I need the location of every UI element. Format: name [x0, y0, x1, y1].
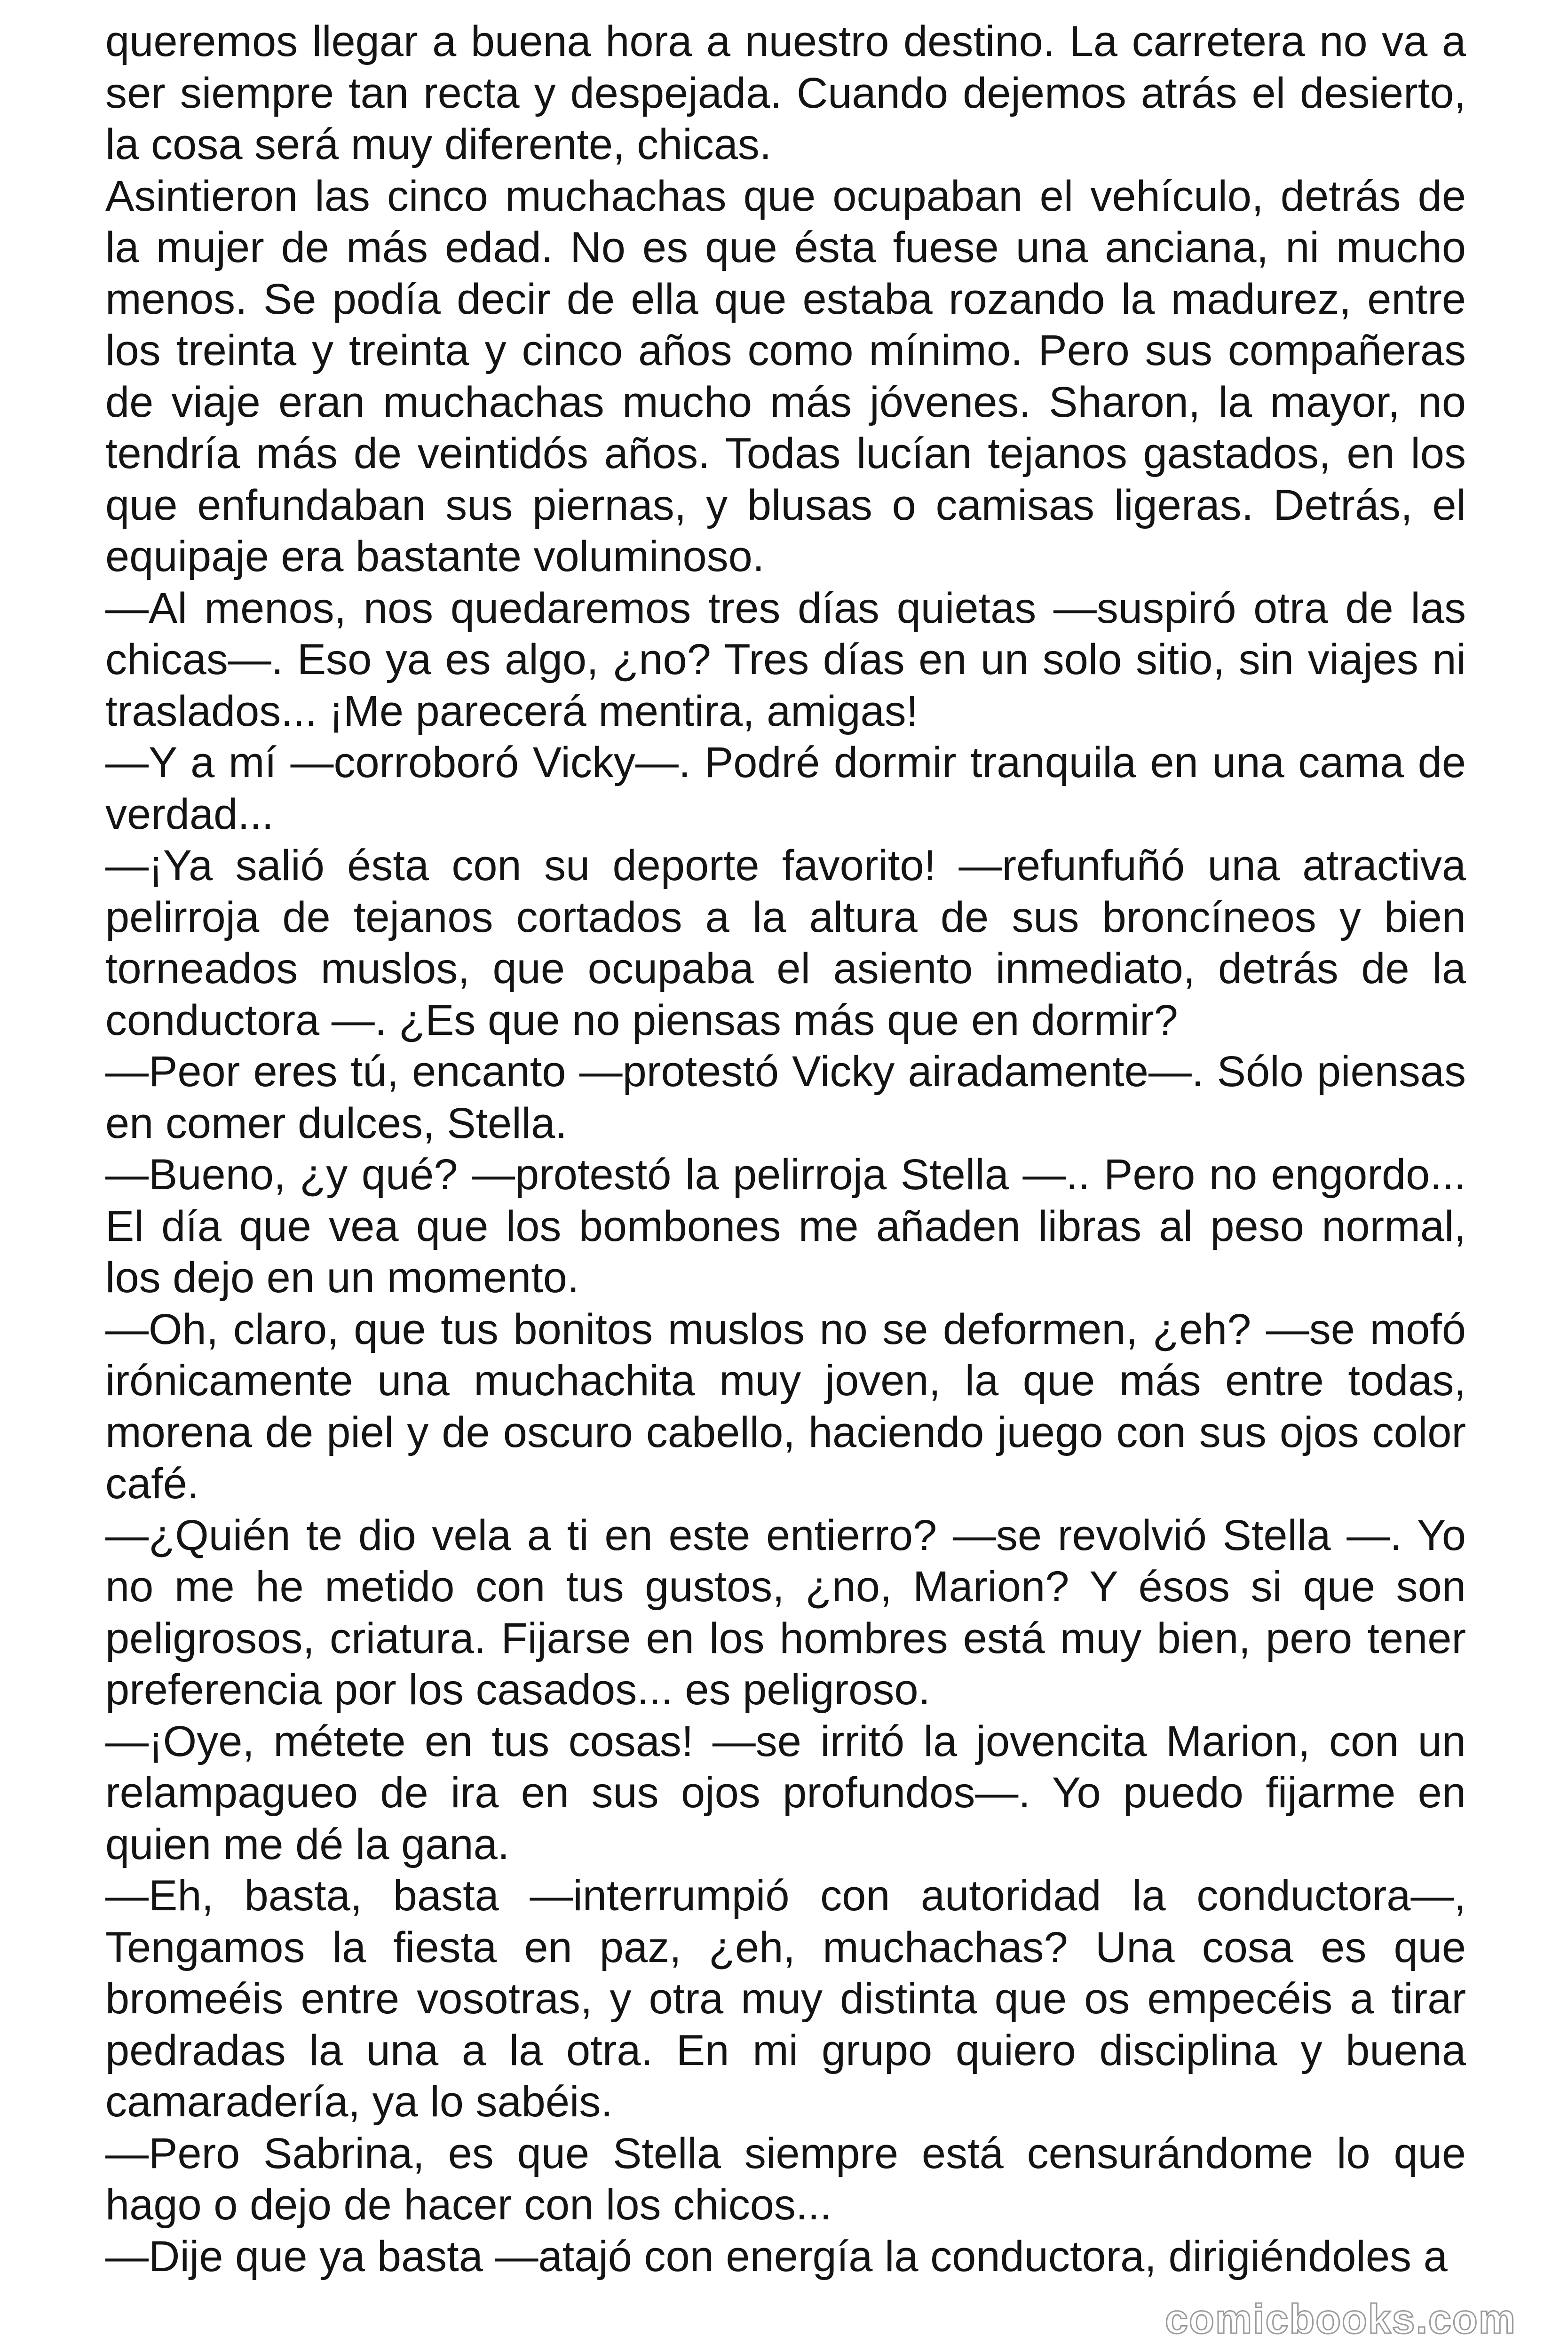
paragraph: —Oh, claro, que tus bonitos muslos no se deformen, ¿eh? —se mofó irónicamente una muchachita muy joven, la que más entre todas, morena de piel y de oscuro cabello, haciendo juego con sus ojos color café. — [105, 1305, 1466, 1508]
book-page-text — [105, 16, 1466, 2282]
watermark-logo: comicbooks.com — [1165, 2296, 1516, 2342]
paragraph: Asintieron las cinco muchachas que ocupaban el vehículo, detrás de la mujer de más edad. No es que ésta fuese una anciana, ni mucho menos. Se podía decir de ella que estaba rozando la madurez, entre los treinta y treinta y cinco años como mínimo. Pero sus compañeras de viaje eran muchachas mucho más jóvenes. Sharon, la mayor, no tendría más de veintidós años. Todas lucían tejanos gastados, en los que enfundaban sus piernas, y blusas o camisas ligeras. Detrás, el equipaje era bastante voluminoso. — [105, 172, 1466, 580]
paragraph: —Al menos, nos quedaremos tres días quietas —suspiró otra de las chicas—. Eso ya es algo, ¿no? Tres días en un solo sitio, sin viajes ni traslados... ¡Me parecerá mentira, amigas! — [105, 584, 1466, 735]
paragraph: —Y a mí —corroboró Vicky—. Podré dormir tranquila en una cama de verdad... — [105, 739, 1466, 838]
paragraph: —¡Ya salió ésta con su deporte favorito! —refunfuñó una atractiva pelirroja de tejanos cortados a la altura de sus broncíneos y bien torneados muslos, que ocupaba el asiento inmediato, detrás de la conductora —. ¿Es que no piensas más que en dormir? — [105, 842, 1466, 1044]
paragraph: queremos llegar a buena hora a nuestro destino. La carretera no va a ser siempre tan recta y despejada. Cuando dejemos atrás el desierto, la cosa será muy diferente, chicas. — [105, 17, 1466, 168]
paragraph: —Peor eres tú, encanto —protestó Vicky airadamente—. Sólo piensas en comer dulces, Stella. — [105, 1048, 1466, 1147]
paragraph: —Pero Sabrina, es que Stella siempre está censurándome lo que hago o dejo de hacer con los chicos... — [105, 2129, 1466, 2229]
paragraph: —Dije que ya basta —atajó con energía la conductora, dirigiéndoles a — [105, 2232, 1448, 2280]
paragraph: —Bueno, ¿y qué? —protestó la pelirroja Stella —.. Pero no engordo... El día que vea que los bombones me añaden libras al peso normal, los dejo en un momento. — [105, 1151, 1466, 1302]
paragraph: —¿Quién te dio vela a ti en este entierro? —se revolvió Stella —. Yo no me he metido con tus gustos, ¿no, Marion? Y ésos si que son peligrosos, criatura. Fijarse en los hombres está muy bien, pero tener preferencia por los casados... es peligroso. — [105, 1511, 1466, 1714]
paragraph: —¡Oye, métete en tus cosas! —se irritó la jovencita Marion, con un relampagueo de ira en sus ojos profundos—. Yo puedo fijarme en quien me dé la gana. — [105, 1717, 1466, 1868]
paragraph: —Eh, basta, basta —interrumpió con autoridad la conductora—, Tengamos la fiesta en paz, ¿eh, muchachas? Una cosa es que bromeéis entre vosotras, y otra muy distinta que os empecéis a tirar pedradas la una a la otra. En mi grupo quiero disciplina y buena camaradería, ya lo sabéis. — [105, 1872, 1466, 2126]
